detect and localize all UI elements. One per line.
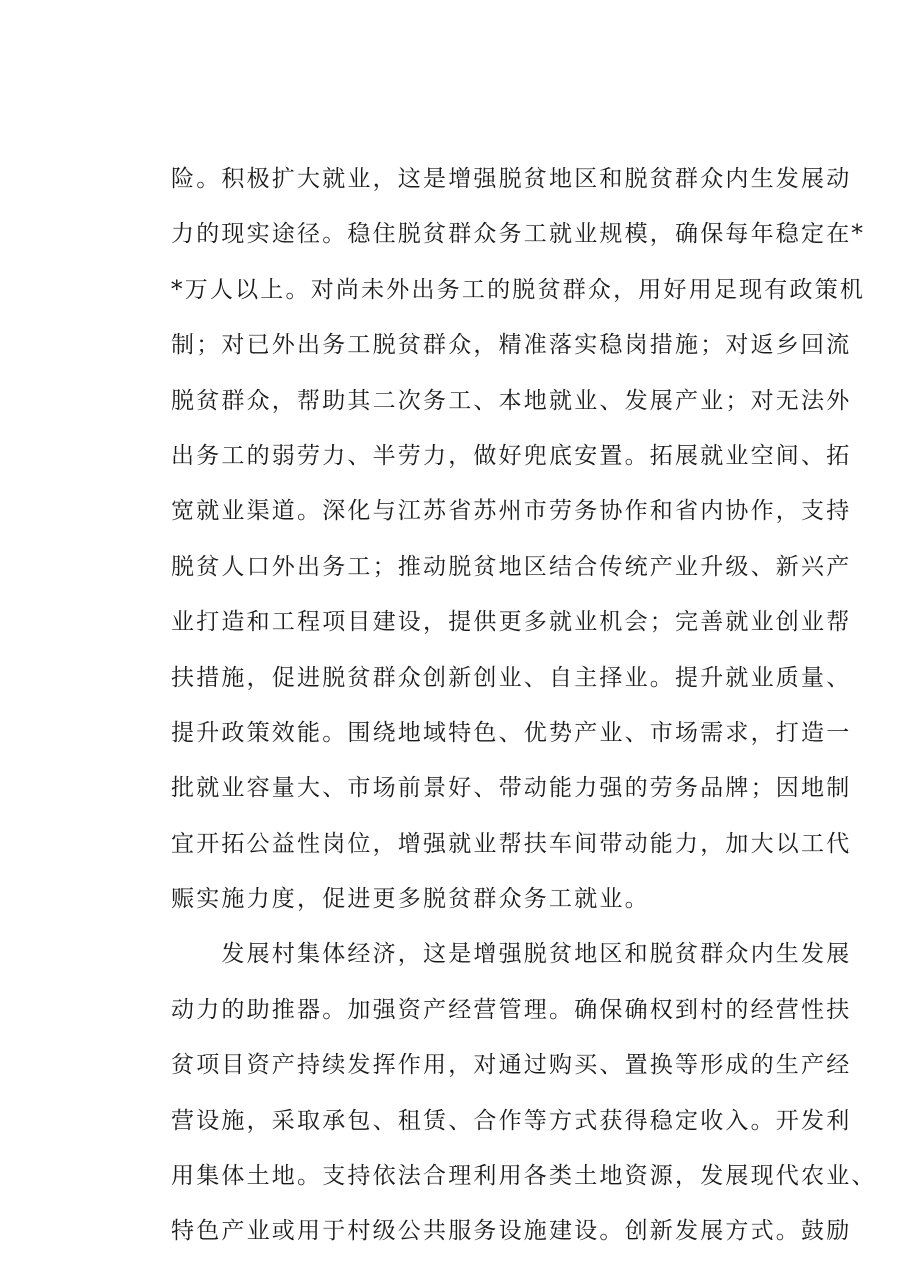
text-line: 出务工的弱劳力、半劳力，做好兜底安置。拓展就业空间、拓 — [171, 442, 852, 469]
text-line: 贫项目资产持续发挥作用，对通过购买、置换等形成的生产经 — [171, 1052, 852, 1079]
text-line: 力的现实途径。稳住脱贫群众务工就业规模，确保每年稳定在* — [171, 221, 866, 248]
text-line: 营设施，采取承包、租赁、合作等方式获得稳定收入。开发利 — [171, 1107, 852, 1134]
text-line: 用集体土地。支持依法合理利用各类土地资源，发展现代农业、 — [171, 1163, 877, 1190]
text-line: 业打造和工程项目建设，提供更多就业机会；完善就业创业帮 — [171, 609, 852, 636]
paragraph-employment — [171, 152, 866, 927]
text-line: 扶措施，促进脱贫群众创新创业、自主择业。提升就业质量、 — [171, 664, 852, 691]
text-line: 发展村集体经济，这是增强脱贫地区和脱贫群众内生发展 — [171, 941, 852, 968]
text-line: 批就业容量大、市场前景好、带动能力强的劳务品牌；因地制 — [171, 775, 852, 802]
text-line: 特色产业或用于村级公共服务设施建设。创新发展方式。鼓励 — [171, 1218, 852, 1245]
document-body — [171, 152, 877, 1260]
text-line: 宜开拓公益性岗位，增强就业帮扶车间带动能力，加大以工代 — [171, 830, 852, 857]
text-line: 脱贫群众，帮助其二次务工、本地就业、发展产业；对无法外 — [171, 387, 852, 414]
text-line: 宽就业渠道。深化与江苏省苏州市劳务协作和省内协作，支持 — [171, 498, 852, 525]
text-line: 动力的助推器。加强资产经营管理。确保确权到村的经营性扶 — [171, 996, 852, 1023]
paragraph-village-economy — [171, 927, 877, 1259]
text-line: 赈实施力度，促进更多脱贫群众务工就业。 — [171, 886, 650, 913]
text-line: 脱贫人口外出务工；推动脱贫地区结合传统产业升级、新兴产 — [171, 553, 852, 580]
text-line: 提升政策效能。围绕地域特色、优势产业、市场需求，打造一 — [171, 719, 852, 746]
text-line: 制；对已外出务工脱贫群众，精准落实稳岗措施；对返乡回流 — [171, 332, 852, 359]
text-line: *万人以上。对尚未外出务工的脱贫群众，用好用足现有政策机 — [171, 276, 866, 303]
text-line: 险。积极扩大就业，这是增强脱贫地区和脱贫群众内生发展动 — [171, 166, 852, 192]
